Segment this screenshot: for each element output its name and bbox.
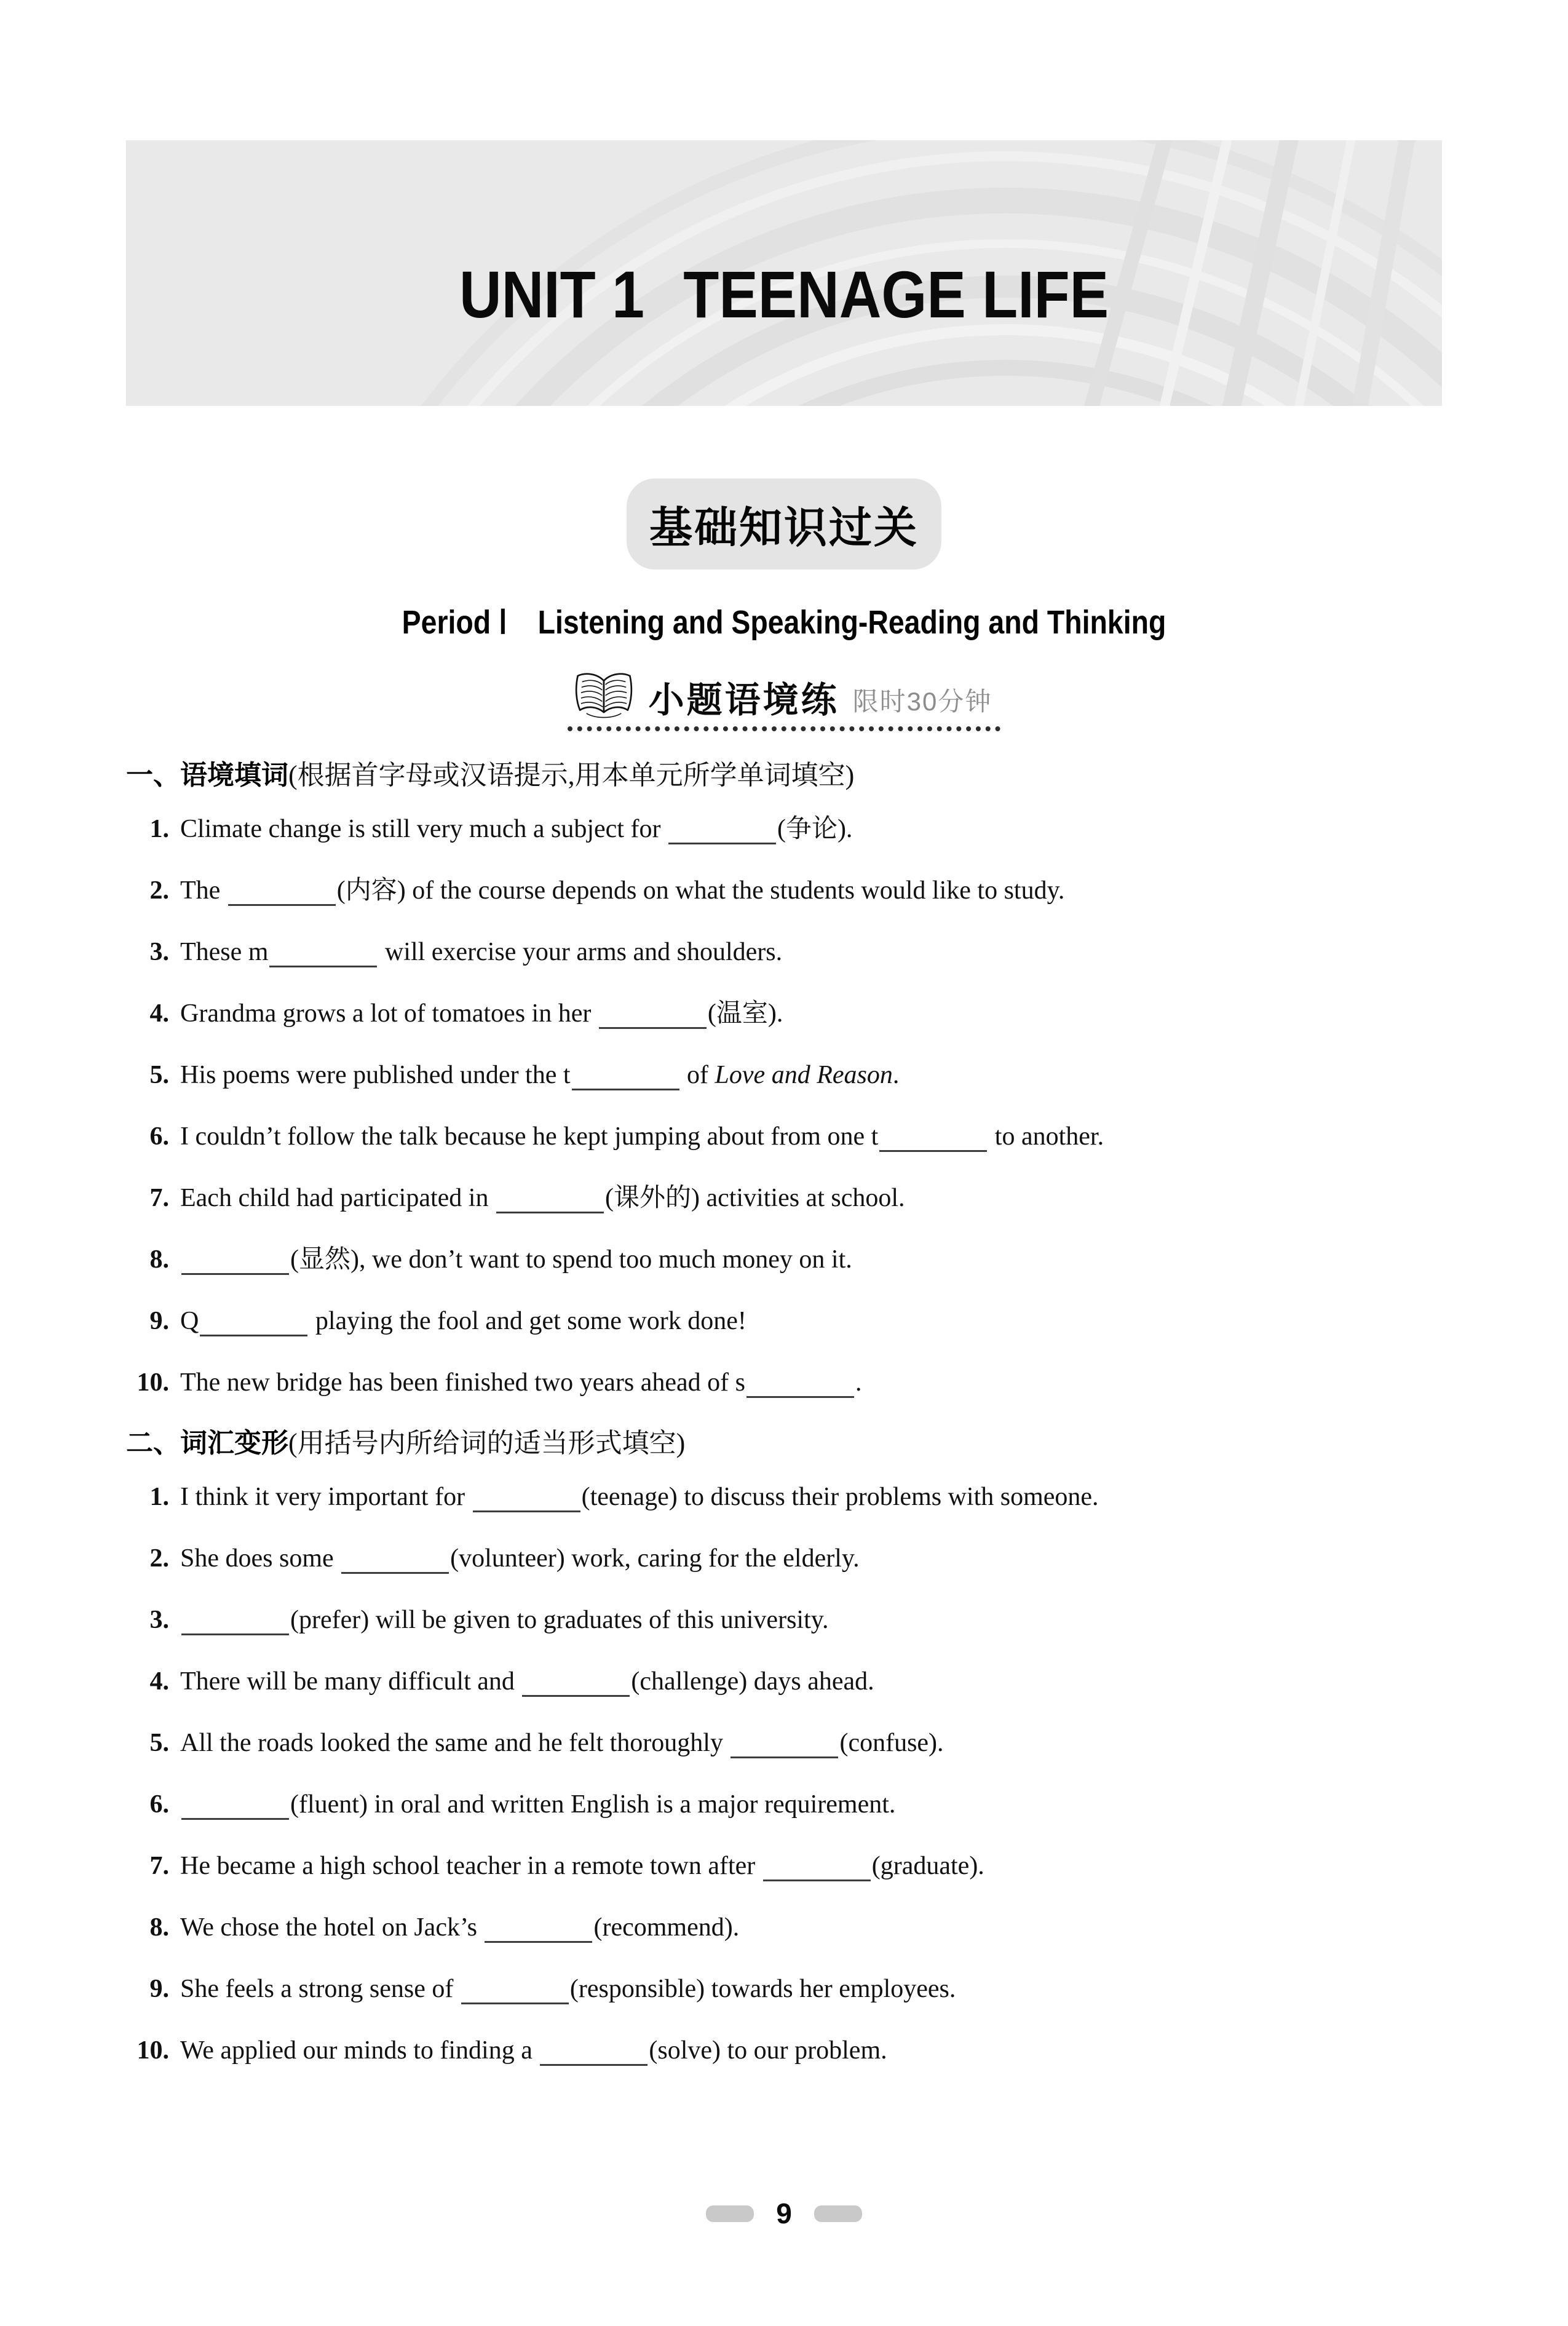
- fill-in-blank: [746, 1374, 854, 1398]
- section-heading: [126, 758, 1445, 793]
- fill-in-blank: [461, 1980, 569, 2004]
- exercise-item: [126, 996, 1470, 1031]
- fill-in-blank: [181, 1251, 289, 1275]
- fill-in-blank: [341, 1550, 449, 1574]
- page-number: 9: [776, 2197, 792, 2229]
- fill-in-blank: [269, 943, 377, 967]
- exercise-item: [126, 1541, 1470, 1576]
- exercise-item: [126, 1848, 1470, 1884]
- exercise-section: [0, 1426, 1568, 2068]
- item-text: [180, 2033, 887, 2068]
- item-number: 6.: [149, 1790, 169, 1819]
- item-text: [180, 934, 782, 970]
- open-book-icon: [571, 670, 636, 719]
- time-limit-label: 限时30分钟: [852, 687, 992, 716]
- unit-name: TEENAGE LIFE: [683, 257, 1109, 331]
- fill-in-blank: [200, 1312, 307, 1336]
- text-run: of: [680, 1061, 715, 1089]
- item-text: [180, 1725, 944, 1761]
- text-run: These m: [180, 938, 269, 966]
- exercise-section: [0, 758, 1568, 1400]
- exercise-item: [126, 1602, 1470, 1638]
- period-label: Period Ⅰ: [402, 604, 507, 641]
- item-text: [180, 1365, 862, 1400]
- text-run: I think it very important for: [180, 1483, 472, 1511]
- text-run: Q: [180, 1307, 199, 1335]
- fill-in-blank: [731, 1734, 838, 1758]
- exercise-item: [126, 1365, 1470, 1400]
- section-heading-note: (用括号内所给词的适当形式填空): [288, 1428, 686, 1458]
- item-number: 3.: [149, 938, 169, 966]
- item-text: [180, 1479, 1099, 1515]
- text-run: (solve) to our problem.: [649, 2036, 887, 2065]
- item-number: 10.: [137, 2036, 169, 2065]
- text-run: (内容) of the course depends on what the students would like to study.: [336, 876, 1065, 905]
- text-run: His poems were published under the t: [180, 1061, 571, 1089]
- item-text: [180, 1787, 895, 1822]
- item-number: 2.: [149, 1544, 169, 1573]
- item-number: 8.: [149, 1245, 169, 1274]
- text-run: He became a high school teacher in a remote town after: [180, 1852, 762, 1880]
- badge-label: 基础知识过关: [649, 504, 919, 552]
- exercise-item: [126, 1971, 1470, 2007]
- item-text: [180, 1180, 905, 1216]
- item-number: 5.: [149, 1061, 169, 1089]
- section-badge: [627, 478, 941, 570]
- text-run: (recommend).: [593, 1913, 740, 1942]
- item-list: [126, 811, 1470, 1400]
- fill-in-blank: [181, 1796, 289, 1820]
- text-run: (responsible) towards her employees.: [569, 1975, 956, 2003]
- footer-pill-right: [814, 2205, 862, 2222]
- text-run: (温室).: [707, 999, 783, 1028]
- fill-in-blank: [540, 2042, 647, 2066]
- fill-in-blank: [473, 1488, 580, 1512]
- item-text: [180, 873, 1064, 908]
- footer-pill-left: [706, 2205, 754, 2222]
- exercise-item: [126, 1725, 1470, 1761]
- section-heading-note: (根据首字母或汉语提示,用本单元所学单词填空): [288, 760, 855, 790]
- item-text: [180, 1602, 829, 1638]
- period-heading: [110, 603, 1459, 641]
- section-heading: [126, 1426, 1445, 1461]
- text-run: .: [855, 1368, 862, 1397]
- unit-title: [205, 256, 1363, 333]
- item-number: 10.: [137, 1368, 169, 1397]
- item-number: 2.: [149, 876, 169, 905]
- item-number: 6.: [149, 1122, 169, 1151]
- item-text: [180, 811, 852, 847]
- text-run: (volunteer) work, caring for the elderly.: [450, 1544, 860, 1573]
- text-run: I couldn’t follow the talk because he kept jumping about from one t: [180, 1122, 879, 1151]
- item-text: [180, 1848, 984, 1884]
- item-number: 1.: [149, 815, 169, 843]
- practice-title: 小题语境练: [648, 680, 839, 720]
- exercise-item: [126, 2033, 1470, 2068]
- exercise-item: [126, 1303, 1470, 1339]
- text-run: (teenage) to discuss their problems with someone.: [581, 1483, 1099, 1511]
- item-text: [180, 1971, 956, 2007]
- text-run: We applied our minds to finding a: [180, 2036, 539, 2065]
- fill-in-blank: [668, 820, 776, 844]
- text-run: (课外的) activities at school.: [604, 1184, 905, 1212]
- fill-in-blank: [181, 1611, 289, 1635]
- text-run: (challenge) days ahead.: [631, 1667, 874, 1696]
- text-run: Each child had participated in: [180, 1184, 495, 1212]
- exercise-item: [126, 1180, 1470, 1216]
- fill-in-blank: [496, 1189, 604, 1213]
- item-text: [180, 1541, 860, 1576]
- item-text: [180, 1664, 874, 1699]
- italic-title: Love and Reason: [715, 1061, 893, 1089]
- text-run: The: [180, 876, 227, 905]
- exercise-item: [126, 1119, 1470, 1154]
- unit-banner: [126, 140, 1442, 406]
- text-run: to another.: [988, 1122, 1104, 1151]
- fill-in-blank: [485, 1919, 592, 1943]
- unit-number: UNIT 1: [459, 257, 644, 331]
- item-number: 3.: [149, 1606, 169, 1634]
- fill-in-blank: [763, 1857, 871, 1881]
- exercise-item: [126, 1910, 1470, 1945]
- text-run: All the roads looked the same and he felt thoroughly: [180, 1729, 730, 1757]
- text-run: will exercise your arms and shoulders.: [378, 938, 783, 966]
- item-number: 5.: [149, 1729, 169, 1757]
- text-run: (fluent) in oral and written English is a major requirement.: [290, 1790, 896, 1819]
- fill-in-blank: [599, 1005, 707, 1029]
- item-number: 4.: [149, 999, 169, 1028]
- item-text: [180, 1242, 852, 1277]
- section-heading-bold: 一、语境填词: [126, 760, 288, 790]
- item-text: [180, 1303, 746, 1339]
- text-run: (graduate).: [871, 1852, 984, 1880]
- text-run: playing the fool and get some work done!: [309, 1307, 746, 1335]
- text-run: The new bridge has been finished two years ahead of s: [180, 1368, 746, 1397]
- item-text: [180, 1119, 1104, 1154]
- exercise-sections: [0, 758, 1568, 2068]
- item-number: 9.: [149, 1975, 169, 2003]
- exercise-item: [126, 1664, 1470, 1699]
- item-number: 4.: [149, 1667, 169, 1696]
- mini-practice-header: [568, 670, 1001, 731]
- exercise-item: [126, 811, 1470, 847]
- fill-in-blank: [522, 1673, 630, 1697]
- item-text: [180, 1057, 899, 1093]
- item-text: [180, 1910, 739, 1945]
- exercise-item: [126, 934, 1470, 970]
- item-list: [126, 1479, 1470, 2068]
- text-run: Grandma grows a lot of tomatoes in her: [180, 999, 598, 1028]
- text-run: (prefer) will be given to graduates of this university.: [290, 1606, 829, 1634]
- text-run: Climate change is still very much a subject for: [180, 815, 667, 843]
- exercise-item: [126, 1787, 1470, 1822]
- item-number: 7.: [149, 1184, 169, 1212]
- text-run: She does some: [180, 1544, 341, 1573]
- item-number: 7.: [149, 1852, 169, 1880]
- text-run: (显然), we don’t want to spend too much money on it.: [290, 1245, 852, 1274]
- exercise-item: [126, 1479, 1470, 1515]
- item-number: 9.: [149, 1307, 169, 1335]
- item-text: [180, 996, 783, 1031]
- text-run: (争论).: [777, 815, 853, 843]
- item-number: 8.: [149, 1913, 169, 1942]
- section-heading-bold: 二、词汇变形: [126, 1428, 288, 1458]
- exercise-item: [126, 1242, 1470, 1277]
- item-number: 1.: [149, 1483, 169, 1511]
- text-run: .: [892, 1061, 900, 1089]
- text-run: She feels a strong sense of: [180, 1975, 460, 2003]
- exercise-item: [126, 1057, 1470, 1093]
- text-run: We chose the hotel on Jack’s: [180, 1913, 484, 1942]
- fill-in-blank: [228, 882, 336, 906]
- exercise-item: [126, 873, 1470, 908]
- text-run: (confuse).: [839, 1729, 944, 1757]
- fill-in-blank: [572, 1066, 679, 1090]
- fill-in-blank: [879, 1128, 987, 1152]
- period-title: Listening and Speaking-Reading and Thinking: [537, 604, 1166, 641]
- text-run: There will be many difficult and: [180, 1667, 521, 1696]
- page-footer: [0, 2197, 1568, 2230]
